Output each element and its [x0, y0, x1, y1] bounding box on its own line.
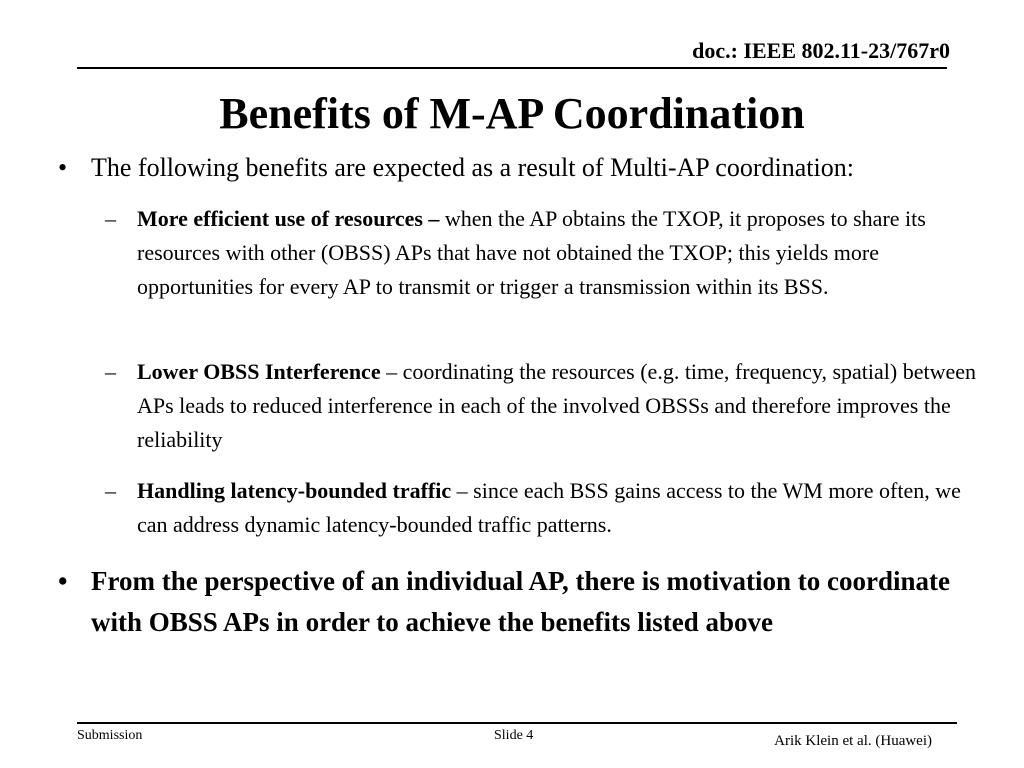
sub-bullet-marker: –: [105, 206, 116, 231]
bullet-text: The following benefits are expected as a result of Multi-AP coordination:: [91, 153, 854, 182]
document-id: doc.: IEEE 802.11-23/767r0: [692, 38, 950, 63]
footer-divider: [77, 722, 957, 724]
sub-bullet-lead: Lower OBSS Interference: [137, 359, 381, 384]
sub-bullet-marker: –: [105, 359, 116, 384]
sub-bullet-text: when the AP obtains the TXOP, it proposes to share its resources with other (OBSS) APs that have not obtained the TXOP; this yields more opportunities for every AP to transmit or trigger a transmission within its BSS.: [137, 206, 926, 299]
sub-bullet-text: – coordinating the resources (e.g. time, frequency, spatial) between APs leads to reduced interference in each of the involved OBSSs and therefore improves the reliability: [137, 359, 976, 452]
bullet-marker: •: [58, 153, 68, 182]
sub-bullet-item: [105, 474, 985, 542]
sub-bullet-lead: Handling latency-bounded traffic: [137, 478, 452, 503]
footer-submission: Submission: [77, 728, 143, 743]
sub-bullet-text: – since each BSS gains access to the WM more often, we can address dynamic latency-bounded traffic patterns.: [137, 478, 961, 537]
footer-author: Arik Klein et al. (Huawei): [774, 733, 932, 749]
sub-bullet-item: [105, 355, 985, 457]
sub-bullet-item: [105, 202, 985, 304]
bullet-item-conclusion: [58, 561, 968, 643]
slide-title: Benefits of M-AP Coordination: [219, 89, 805, 138]
header-divider: [77, 67, 947, 69]
sub-bullet-lead: More efficient use of resources –: [137, 206, 440, 231]
bullet-marker: •: [58, 566, 68, 596]
sub-bullet-marker: –: [105, 478, 116, 503]
footer-slide-number: Slide 4: [494, 728, 534, 743]
bullet-text: From the perspective of an individual AP, there is motivation to coordinate with OBSS APs in order to achieve the benefits listed above: [91, 566, 950, 637]
